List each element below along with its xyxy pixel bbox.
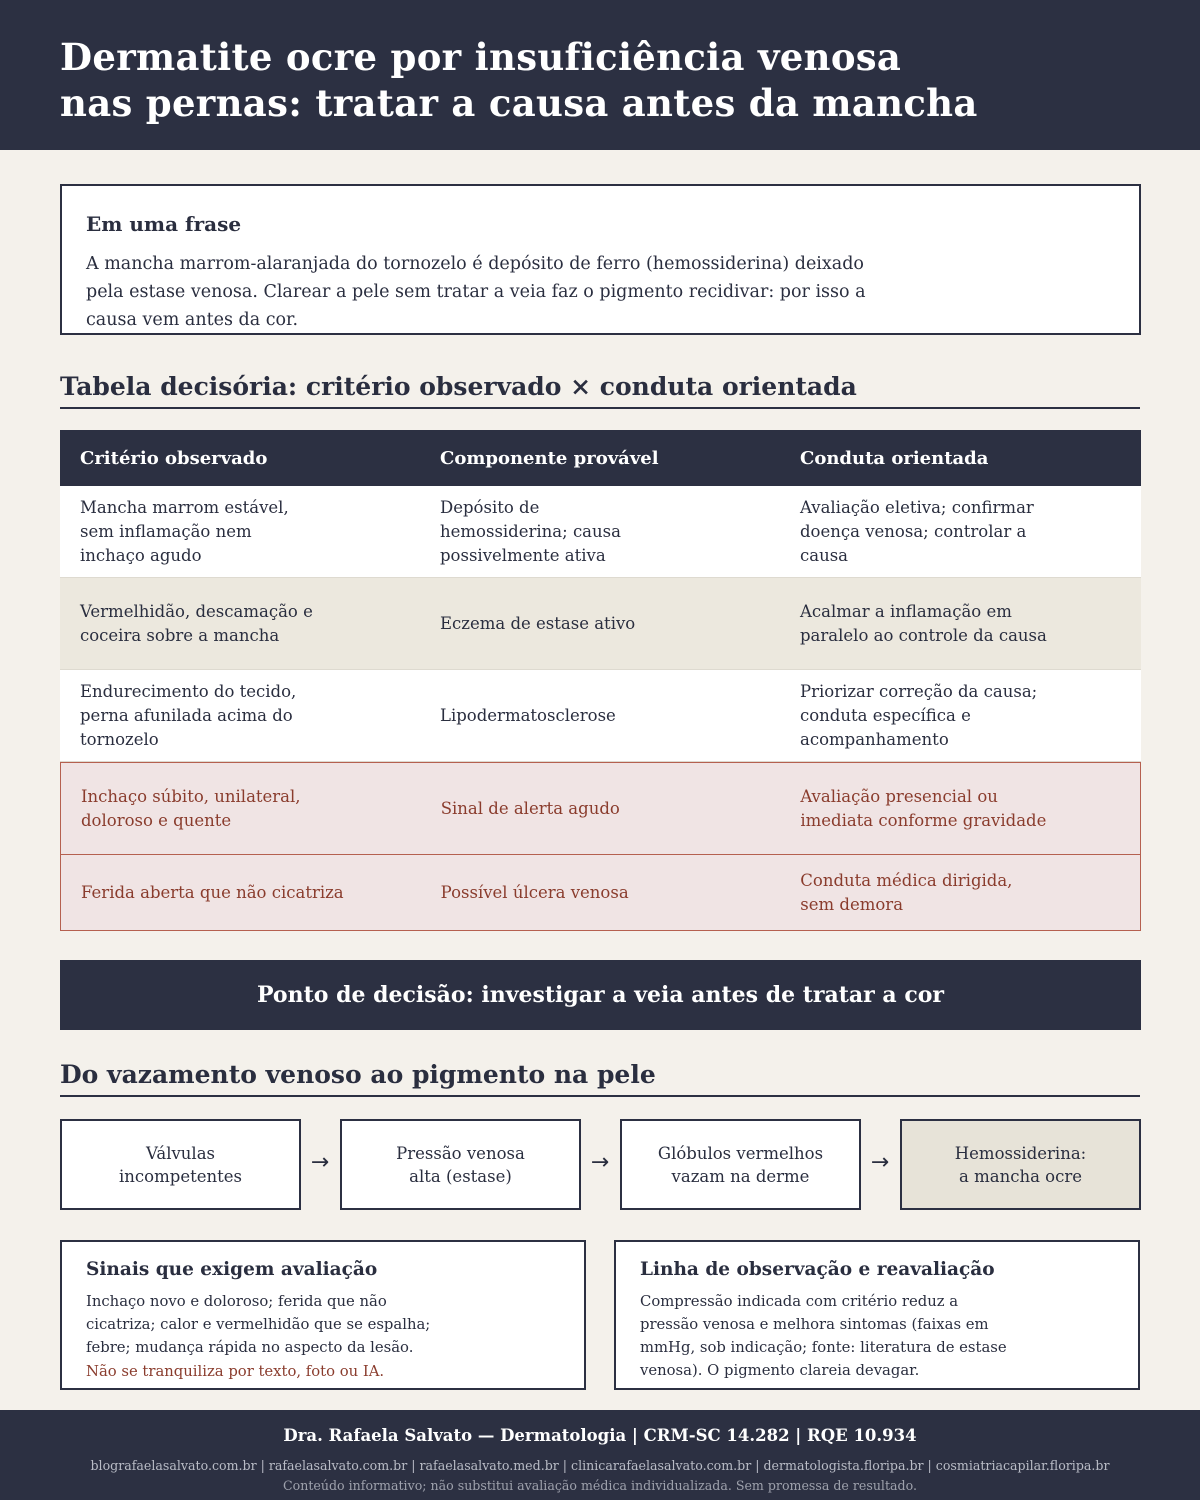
arrow-right-icon: → — [310, 1150, 330, 1175]
page-footer — [0, 1410, 1200, 1500]
warning-signs-card — [60, 1240, 586, 1390]
table-row — [60, 670, 1141, 762]
header-action: Conduta orientada — [800, 447, 989, 469]
header-criterion: Critério observado — [80, 447, 268, 469]
summary-heading: Em uma frase — [86, 212, 242, 236]
observation-text: Compressão indicada com critério reduz a pressão venosa e melhora sintomas (faixas em mmHg, sob indicação; fonte: literatura de estase venosa). O pigmento clareia devagar. — [640, 1293, 1007, 1379]
observation-card — [614, 1240, 1140, 1390]
row-component: Lipodermatosclerose — [440, 705, 616, 725]
header-component: Componente provável — [440, 447, 659, 469]
observation-title: Linha de observação e reavaliação — [640, 1259, 995, 1280]
flow-section-title: Do vazamento venoso ao pigmento na pele — [60, 1060, 1140, 1097]
summary-text: A mancha marrom-alaranjada do tornozelo é depósito de ferro (hemossiderina) deixado pela estase venosa. Clarear a pele sem tratar a veia faz o pigmento recidivar: por isso a causa vem antes da cor. — [86, 254, 866, 330]
flow-step-pressure: Pressão venosa alta (estase) — [340, 1119, 581, 1210]
flow-step-red-cells: Glóbulos vermelhos vazam na derme — [620, 1119, 861, 1210]
table-row-alert — [60, 762, 1141, 854]
table-row — [60, 486, 1141, 578]
warning-signs-title: Sinais que exigem avaliação — [86, 1259, 378, 1280]
row-component: Sinal de alerta agudo — [440, 798, 620, 818]
row-criterion: Ferida aberta que não cicatriza — [81, 882, 344, 902]
arrow-right-icon: → — [590, 1150, 610, 1175]
row-criterion: Vermelhidão, descamação e coceira sobre a mancha — [80, 601, 313, 645]
row-component: Depósito de hemossiderina; causa possivelmente ativa — [440, 497, 621, 565]
decision-table — [60, 430, 1141, 931]
row-action: Priorizar correção da causa; conduta específica e acompanhamento — [800, 681, 1038, 749]
row-action: Avaliação eletiva; confirmar doença venosa; controlar a causa — [800, 497, 1034, 565]
row-action: Avaliação presencial ou imediata conforme gravidade — [800, 786, 1047, 830]
table-header-row — [60, 430, 1141, 486]
table-row — [60, 578, 1141, 670]
flow-step-hemosiderin: Hemossiderina: a mancha ocre — [900, 1119, 1141, 1210]
row-component: Eczema de estase ativo — [440, 613, 636, 633]
row-criterion: Inchaço súbito, unilateral, doloroso e quente — [81, 786, 301, 830]
page-title: Dermatite ocre por insuficiência venosa nas pernas: tratar a causa antes da mancha — [60, 35, 978, 125]
row-action: Conduta médica dirigida, sem demora — [800, 870, 1013, 914]
decision-banner: Ponto de decisão: investigar a veia antes de tratar a cor — [60, 960, 1141, 1030]
row-component: Possível úlcera venosa — [440, 882, 629, 902]
table-row-alert — [60, 854, 1141, 931]
warning-signs-note: Não se tranquiliza por texto, foto ou IA. — [86, 1363, 385, 1380]
footer-author: Dra. Rafaela Salvato — Dermatologia | CRM-SC 14.282 | RQE 10.934 — [283, 1426, 917, 1445]
row-action: Acalmar a inflamação em paralelo ao controle da causa — [800, 601, 1047, 645]
summary-box — [60, 184, 1141, 335]
arrow-right-icon: → — [870, 1150, 890, 1175]
page-header — [0, 0, 1200, 150]
warning-signs-text: Inchaço novo e doloroso; ferida que não cicatriza; calor e vermelhidão que se espalha; febre; mudança rápida no aspecto da lesão. — [86, 1293, 431, 1356]
footer-links: blografaelasalvato.com.br | rafaelasalvato.com.br | rafaelasalvato.med.br | clinicarafaelasalvato.com.br | dermatologista.floripa.br | cosmiatriacapilar.floripa.br — [90, 1458, 1110, 1473]
flow-step-valves: Válvulas incompetentes — [60, 1119, 301, 1210]
row-criterion: Endurecimento do tecido, perna afunilada acima do tornozelo — [80, 681, 297, 749]
table-section-title: Tabela decisória: critério observado × conduta orientada — [60, 372, 1140, 409]
footer-disclaimer: Conteúdo informativo; não substitui avaliação médica individualizada. Sem promessa de resultado. — [283, 1478, 917, 1493]
row-criterion: Mancha marrom estável, sem inflamação nem inchaço agudo — [80, 497, 289, 565]
